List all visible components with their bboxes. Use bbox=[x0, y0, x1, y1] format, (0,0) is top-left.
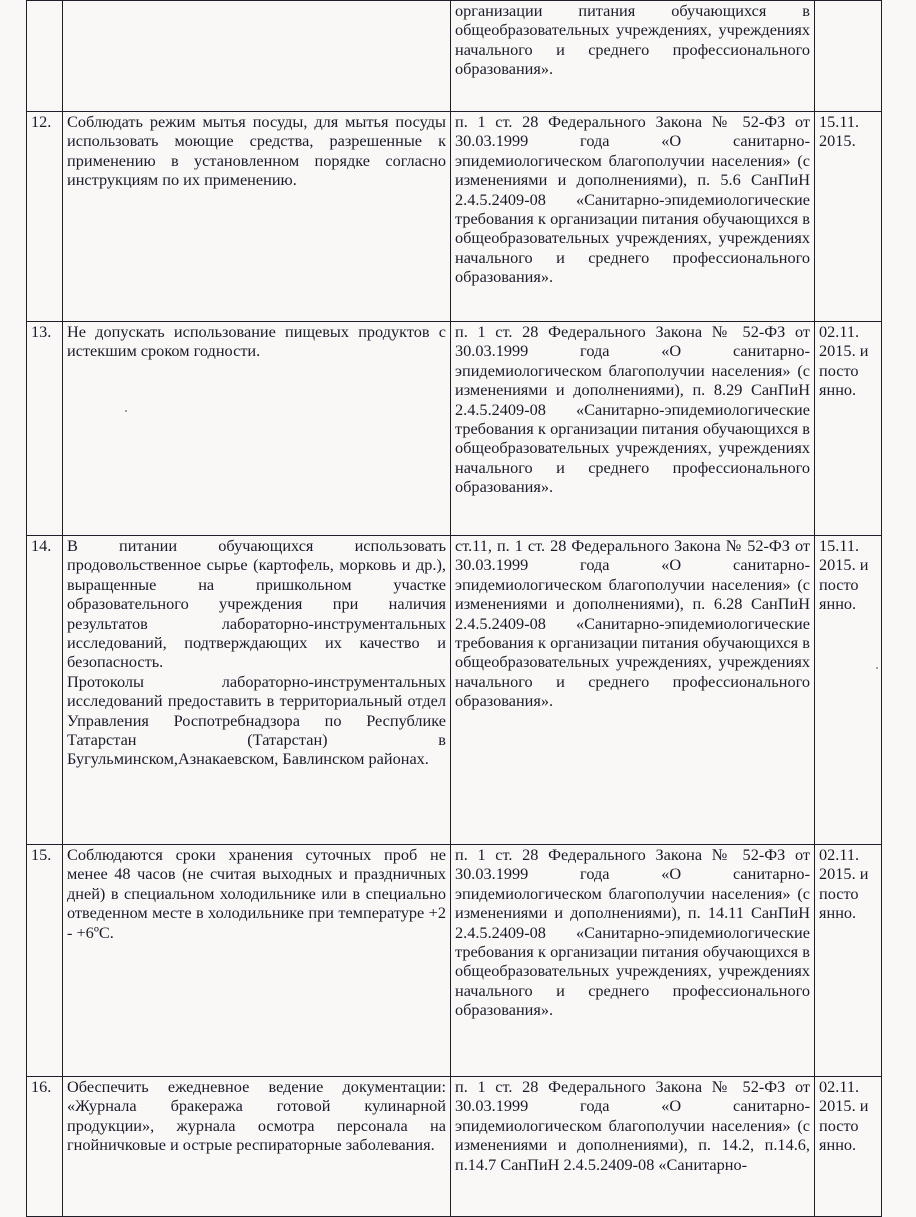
row-number: 12. bbox=[27, 112, 63, 322]
deadline-cell: 02.11. 2015. и посто янно. bbox=[815, 845, 882, 1077]
table-row bbox=[27, 1, 882, 112]
requirement-note: Протоколы лабораторно-инструментальных исследований предоставить в территориальный отдел Управления Роспотребнадзора по Республике Татарстан (Татарстан) в Бугульминском,Азнакаевском, Бавлинском районах. bbox=[67, 671, 446, 769]
legal-basis-cell: п. 1 ст. 28 Федерального Закона № 52-ФЗ от 30.03.1999 года «О санитарно-эпидемиологическом благополучии населения» (с изменениями и дополнениями), п. 14.11 СанПиН 2.4.5.2409-08 «Санитарно-эпидемиологические требования к организации питания обучающихся в общеобразовательных учреждениях, учреждениях начального и среднего профессионального образования». bbox=[451, 845, 815, 1077]
deadline-cell: 02.11. 2015. и посто янно. bbox=[815, 322, 882, 536]
scan-speck bbox=[876, 667, 878, 669]
requirement-cell bbox=[63, 536, 451, 845]
deadline-cell: 02.11. 2015. и посто янно. bbox=[815, 1077, 882, 1217]
table-row bbox=[27, 1077, 882, 1217]
legal-basis-cell: п. 1 ст. 28 Федерального Закона № 52-ФЗ от 30.03.1999 года «О санитарно-эпидемиологическом благополучии населения» (с изменениями и дополнениями), п. 14.2, п.14.6, п.14.7 СанПиН 2.4.5.2409-08 «Санитарно- bbox=[451, 1077, 815, 1217]
row-number: 16. bbox=[27, 1077, 63, 1217]
table-row bbox=[27, 536, 882, 845]
table-row bbox=[27, 845, 882, 1077]
requirement-cell: Обеспечить ежедневное ведение документации: «Журнала бракеража готовой кулинарной продукции», журнала осмотра персонала на гнойничковые и острые респираторные заболевания. bbox=[63, 1077, 451, 1217]
legal-basis-cell: п. 1 ст. 28 Федерального Закона № 52-ФЗ от 30.03.1999 года «О санитарно-эпидемиологическом благополучии населения» (с изменениями и дополнениями), п. 5.6 СанПиН 2.4.5.2409-08 «Санитарно-эпидемиологические требования к организации питания обучающихся в общеобразовательных учреждениях, учреждениях начального и среднего профессионального образования». bbox=[451, 112, 815, 322]
requirement-cell: Соблюдать режим мытья посуды, для мытья посуды использовать моющие средства, разрешенные к применению в установленном порядке согласно инструкциям по их применению. bbox=[63, 112, 451, 322]
requirement-cell bbox=[63, 1, 451, 112]
table-row bbox=[27, 322, 882, 536]
legal-basis-cell: п. 1 ст. 28 Федерального Закона № 52-ФЗ от 30.03.1999 года «О санитарно-эпидемиологическом благополучии населения» (с изменениями и дополнениями), п. 8.29 СанПиН 2.4.5.2409-08 «Санитарно-эпидемиологические требования к организации питания обучающихся в общеобразовательных учреждениях, учреждениях начального и среднего профессионального образования». bbox=[451, 322, 815, 536]
requirement-cell: Соблюдаются сроки хранения суточных проб не менее 48 часов (не считая выходных и праздничных дней) в специальном холодильнике или в специально отведенном месте в холодильнике при температуре +2 - +6ºС. bbox=[63, 845, 451, 1077]
scan-speck bbox=[125, 410, 127, 412]
row-number: 14. bbox=[27, 536, 63, 845]
deadline-cell: 15.11. 2015. bbox=[815, 112, 882, 322]
requirement-cell: Не допускать использование пищевых продуктов с истекшим сроком годности. bbox=[63, 322, 451, 536]
legal-basis-cell: ст.11, п. 1 ст. 28 Федерального Закона № 52-ФЗ от 30.03.1999 года «О санитарно-эпидемиологическом благополучии населения» (с изменениями и дополнениями), п. 6.28 СанПиН 2.4.5.2409-08 «Санитарно-эпидемиологические требования к организации питания обучающихся в общеобразовательных учреждениях, учреждениях начального и среднего профессионального образования». bbox=[451, 536, 815, 845]
row-number: 13. bbox=[27, 322, 63, 536]
requirement-text: В питании обучающихся использовать продовольственное сырье (картофель, морковь и др.), выращенные на пришкольном участке образовательного учреждения при наличия результатов лабораторно-инструментальных исследований, подтверждающих их качество и безопасность. bbox=[67, 536, 446, 672]
legal-basis-cell: организации питания обучающихся в общеобразовательных учреждениях, учреждениях начального и среднего профессионального образования». bbox=[451, 1, 815, 112]
row-number bbox=[27, 1, 63, 112]
orders-table bbox=[26, 0, 882, 1217]
deadline-cell: 15.11. 2015. и посто янно. bbox=[815, 536, 882, 845]
table-row bbox=[27, 112, 882, 322]
row-number: 15. bbox=[27, 845, 63, 1077]
deadline-cell bbox=[815, 1, 882, 112]
